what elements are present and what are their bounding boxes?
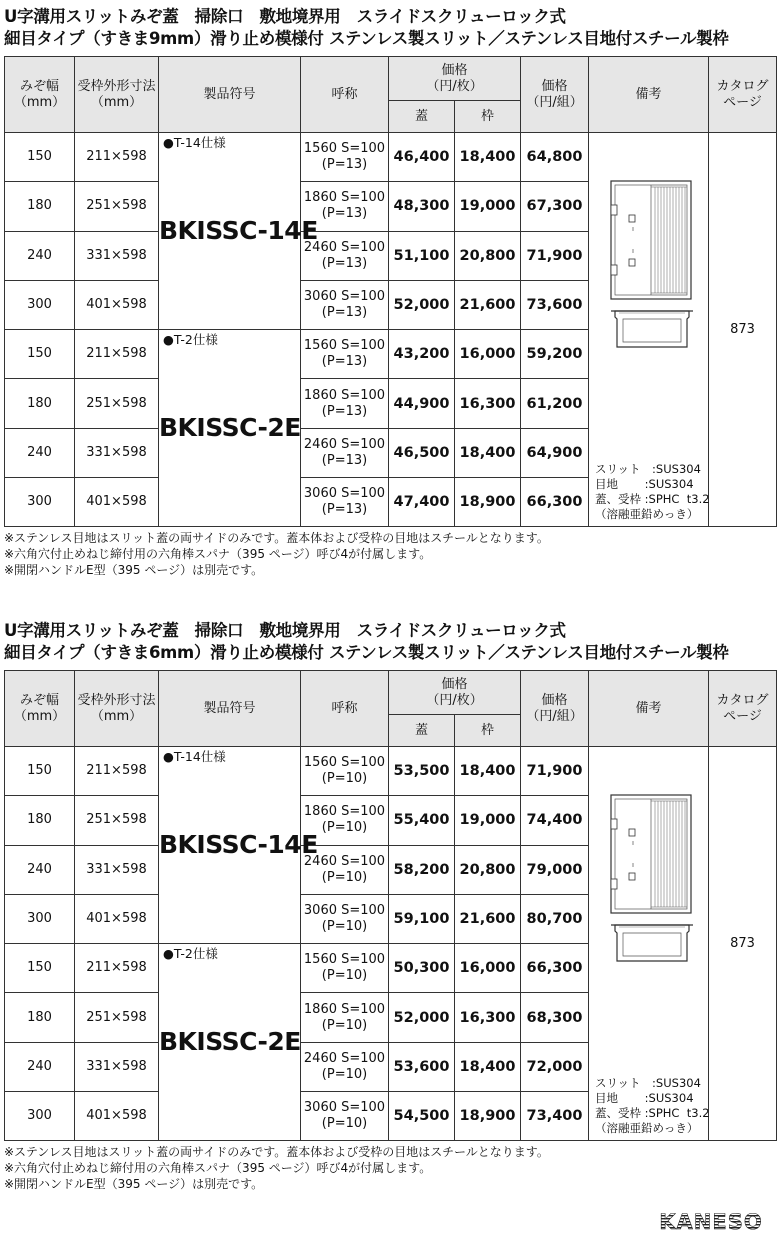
header-width: みぞ幅 （mm） (5, 671, 75, 747)
cell-lid-price: 46,400 (389, 133, 455, 182)
cell-product-code (159, 747, 318, 944)
cell-frame-price: 18,400 (455, 747, 521, 796)
header-lid: 蓋 (389, 715, 455, 747)
spec-label: ●T-2仕様 (163, 946, 218, 962)
product-section (4, 6, 776, 578)
cell-outer-size: 401×598 (75, 894, 159, 943)
header-outer-size: 受枠外形寸法 （mm） (75, 671, 159, 747)
cell-lid-price: 51,100 (389, 231, 455, 280)
header-frame: 枠 (455, 101, 521, 133)
product-drawing (609, 793, 695, 968)
product-section (4, 620, 776, 1192)
header-name: 呼称 (301, 671, 389, 747)
cell-width: 300 (5, 1092, 75, 1141)
header-set-price: 価格 （円/組） (521, 57, 589, 133)
cell-width: 240 (5, 845, 75, 894)
header-remarks: 備考 (589, 57, 709, 133)
cell-outer-size: 251×598 (75, 796, 159, 845)
footnotes (4, 1144, 549, 1192)
cell-outer-size: 331×598 (75, 231, 159, 280)
header-lid: 蓋 (389, 101, 455, 133)
header-unit-price: 価格 （円/枚） (389, 671, 521, 715)
header-catalog-page: カタログ ページ (709, 57, 777, 133)
cell-set-price: 66,300 (521, 478, 589, 527)
cell-set-price: 64,900 (521, 428, 589, 477)
cell-width: 180 (5, 796, 75, 845)
cell-name: 1860 S=100 (P=13) (301, 379, 389, 428)
cell-set-price: 73,400 (521, 1092, 589, 1141)
cell-frame-price: 16,300 (455, 379, 521, 428)
cell-frame-price: 19,000 (455, 796, 521, 845)
cell-width: 180 (5, 182, 75, 231)
cell-set-price: 68,300 (521, 993, 589, 1042)
cell-width: 150 (5, 133, 75, 182)
cell-product-code (159, 133, 318, 330)
cell-name: 2460 S=100 (P=10) (301, 1042, 389, 1091)
section-title-line2: 細目タイプ（すきま6mm）滑り止め模様付 ステンレス製スリット／ステンレス目地付スチール製枠 (4, 643, 729, 662)
cell-outer-size: 251×598 (75, 182, 159, 231)
cell-outer-size: 251×598 (75, 379, 159, 428)
cell-frame-price: 18,400 (455, 428, 521, 477)
spec-label: ●T-2仕様 (163, 332, 218, 348)
product-drawing-icon (609, 179, 695, 349)
cell-width: 240 (5, 428, 75, 477)
cell-set-price: 59,200 (521, 330, 589, 379)
cell-catalog-page: 873 (709, 747, 777, 1141)
cell-set-price: 61,200 (521, 379, 589, 428)
cell-width: 150 (5, 747, 75, 796)
cell-width: 180 (5, 379, 75, 428)
cell-frame-price: 18,900 (455, 478, 521, 527)
cell-product-code (159, 944, 301, 1141)
cell-outer-size: 211×598 (75, 330, 159, 379)
cell-lid-price: 58,200 (389, 845, 455, 894)
footnote: ※ステンレス目地はスリット蓋の両サイドのみです。蓋本体および受枠の目地はスチールとなります。 (4, 1145, 549, 1160)
header-product-code: 製品符号 (159, 671, 301, 747)
cell-outer-size: 211×598 (75, 133, 159, 182)
cell-frame-price: 16,000 (455, 330, 521, 379)
cell-lid-price: 54,500 (389, 1092, 455, 1141)
cell-width: 240 (5, 1042, 75, 1091)
header-frame: 枠 (455, 715, 521, 747)
model-code: BKISSC-2E (159, 413, 301, 443)
cell-outer-size: 331×598 (75, 428, 159, 477)
cell-name: 1560 S=100 (P=13) (301, 133, 389, 182)
cell-set-price: 71,900 (521, 231, 589, 280)
cell-lid-price: 47,400 (389, 478, 455, 527)
cell-catalog-page: 873 (709, 133, 777, 527)
cell-name: 3060 S=100 (P=10) (301, 1092, 389, 1141)
cell-set-price: 67,300 (521, 182, 589, 231)
spec-label: ●T-14仕様 (163, 135, 226, 150)
cell-set-price: 73,600 (521, 280, 589, 329)
cell-lid-price: 53,600 (389, 1042, 455, 1091)
cell-width: 300 (5, 478, 75, 527)
cell-width: 300 (5, 894, 75, 943)
cell-name: 2460 S=100 (P=13) (301, 231, 389, 280)
cell-name: 1560 S=100 (P=10) (301, 944, 389, 993)
kaneso-logo (648, 1209, 774, 1233)
cell-frame-price: 16,300 (455, 993, 521, 1042)
cell-name: 1560 S=100 (P=10) (301, 747, 389, 796)
footnote: ※開閉ハンドルE型（395 ページ）は別売です。 (4, 563, 264, 578)
cell-outer-size: 331×598 (75, 1042, 159, 1091)
cell-frame-price: 16,000 (455, 944, 521, 993)
header-set-price: 価格 （円/組） (521, 671, 589, 747)
cell-width: 300 (5, 280, 75, 329)
header-remarks: 備考 (589, 671, 709, 747)
cell-lid-price: 46,500 (389, 428, 455, 477)
cell-lid-price: 48,300 (389, 182, 455, 231)
section-title-line1: U字溝用スリットみぞ蓋 掃除口 敷地境界用 スライドスクリューロック式 (4, 621, 566, 640)
model-code: BKISSC-14E (159, 830, 318, 860)
table-row (5, 747, 777, 796)
cell-name: 3060 S=100 (P=10) (301, 894, 389, 943)
cell-set-price: 80,700 (521, 894, 589, 943)
spec-label: ●T-14仕様 (163, 749, 226, 764)
cell-name: 1560 S=100 (P=13) (301, 330, 389, 379)
cell-outer-size: 211×598 (75, 944, 159, 993)
cell-lid-price: 52,000 (389, 993, 455, 1042)
footnote: ※ステンレス目地はスリット蓋の両サイドのみです。蓋本体および受枠の目地はスチールとなります。 (4, 531, 549, 546)
cell-width: 150 (5, 944, 75, 993)
cell-frame-price: 20,800 (455, 845, 521, 894)
table-row (5, 133, 777, 182)
model-code: BKISSC-2E (159, 1027, 301, 1057)
header-width: みぞ幅 （mm） (5, 57, 75, 133)
price-table (4, 670, 777, 1141)
cell-outer-size: 401×598 (75, 1092, 159, 1141)
cell-frame-price: 18,400 (455, 133, 521, 182)
cell-name: 1860 S=100 (P=13) (301, 182, 389, 231)
cell-set-price: 64,800 (521, 133, 589, 182)
cell-outer-size: 401×598 (75, 478, 159, 527)
cell-product-code (159, 330, 301, 527)
footnote: ※六角穴付止めねじ締付用の六角棒スパナ（395 ページ）呼び4が付属します。 (4, 547, 432, 562)
cell-frame-price: 21,600 (455, 894, 521, 943)
cell-lid-price: 53,500 (389, 747, 455, 796)
cell-name: 2460 S=100 (P=13) (301, 428, 389, 477)
header-unit-price: 価格 （円/枚） (389, 57, 521, 101)
cell-lid-price: 55,400 (389, 796, 455, 845)
section-title-line2: 細目タイプ（すきま9mm）滑り止め模様付 ステンレス製スリット／ステンレス目地付スチール製枠 (4, 29, 729, 48)
cell-set-price: 71,900 (521, 747, 589, 796)
cell-frame-price: 21,600 (455, 280, 521, 329)
cell-set-price: 72,000 (521, 1042, 589, 1091)
cell-set-price: 74,400 (521, 796, 589, 845)
cell-name: 3060 S=100 (P=13) (301, 280, 389, 329)
cell-name: 1860 S=100 (P=10) (301, 993, 389, 1042)
cell-frame-price: 18,900 (455, 1092, 521, 1141)
section-title-line1: U字溝用スリットみぞ蓋 掃除口 敷地境界用 スライドスクリューロック式 (4, 7, 566, 26)
cell-frame-price: 19,000 (455, 182, 521, 231)
product-drawing (609, 179, 695, 354)
product-drawing-icon (609, 793, 695, 963)
header-product-code: 製品符号 (159, 57, 301, 133)
cell-outer-size: 401×598 (75, 280, 159, 329)
cell-lid-price: 52,000 (389, 280, 455, 329)
cell-outer-size: 331×598 (75, 845, 159, 894)
cell-remarks (589, 747, 709, 1141)
material-notes: スリット :SUS304 目地 :SUS304 蓋、受枠 :SPHC t3.2 （溶融亜鉛めっき） (595, 1076, 710, 1136)
cell-lid-price: 43,200 (389, 330, 455, 379)
cell-lid-price: 44,900 (389, 379, 455, 428)
cell-outer-size: 251×598 (75, 993, 159, 1042)
footnote: ※六角穴付止めねじ締付用の六角棒スパナ（395 ページ）呼び4が付属します。 (4, 1161, 432, 1176)
price-table (4, 56, 777, 527)
header-outer-size: 受枠外形寸法 （mm） (75, 57, 159, 133)
cell-width: 150 (5, 330, 75, 379)
svg-text:KANESO: KANESO (659, 1210, 763, 1234)
material-notes: スリット :SUS304 目地 :SUS304 蓋、受枠 :SPHC t3.2 （溶融亜鉛めっき） (595, 462, 710, 522)
cell-frame-price: 20,800 (455, 231, 521, 280)
cell-width: 240 (5, 231, 75, 280)
cell-width: 180 (5, 993, 75, 1042)
cell-set-price: 79,000 (521, 845, 589, 894)
header-catalog-page: カタログ ページ (709, 671, 777, 747)
footnote: ※開閉ハンドルE型（395 ページ）は別売です。 (4, 1177, 264, 1192)
cell-lid-price: 59,100 (389, 894, 455, 943)
cell-outer-size: 211×598 (75, 747, 159, 796)
cell-name: 3060 S=100 (P=13) (301, 478, 389, 527)
cell-remarks (589, 133, 709, 527)
model-code: BKISSC-14E (159, 216, 318, 246)
cell-frame-price: 18,400 (455, 1042, 521, 1091)
cell-lid-price: 50,300 (389, 944, 455, 993)
cell-name: 1860 S=100 (P=10) (301, 796, 389, 845)
footnotes (4, 530, 549, 578)
header-name: 呼称 (301, 57, 389, 133)
cell-set-price: 66,300 (521, 944, 589, 993)
cell-name: 2460 S=100 (P=10) (301, 845, 389, 894)
